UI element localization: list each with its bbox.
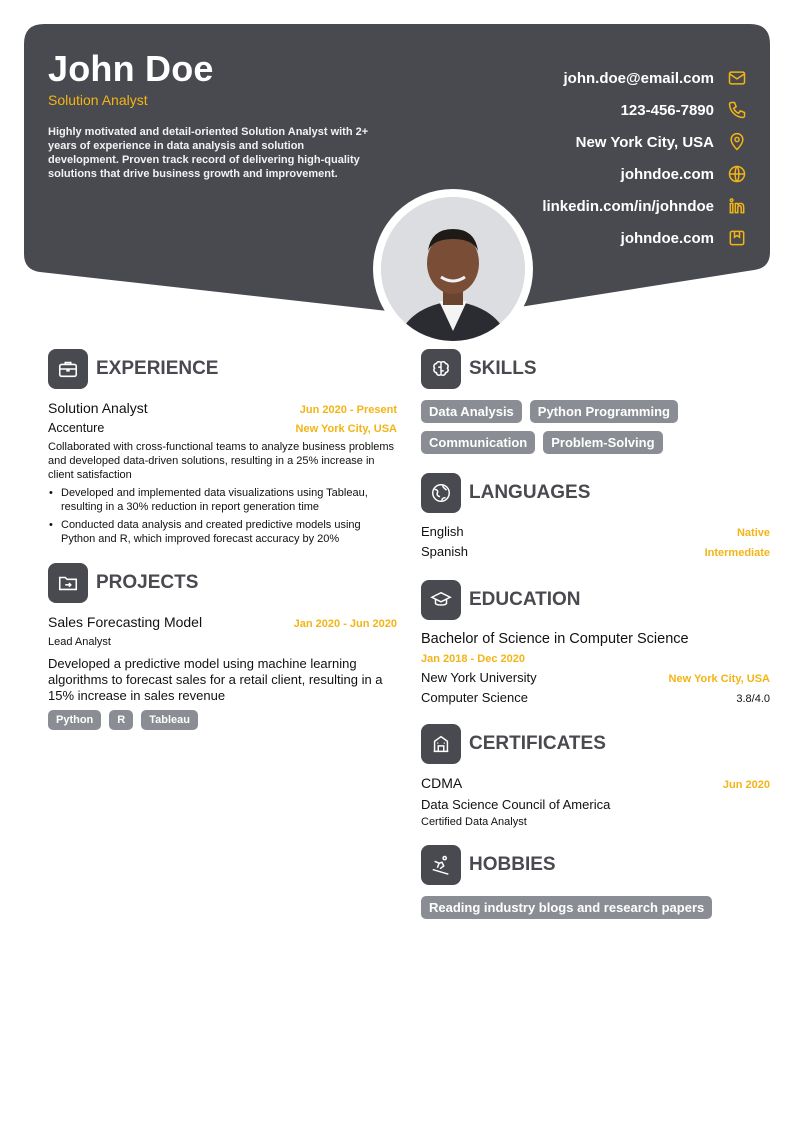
certificate-date: Jun 2020 — [722, 779, 770, 791]
contact-email[interactable] — [418, 62, 748, 94]
location-pin-icon — [726, 131, 748, 153]
experience-section — [48, 348, 397, 546]
certificates-section — [421, 723, 770, 828]
skill-tag: Data Analysis — [421, 400, 522, 423]
education-heading: EDUCATION — [469, 589, 581, 610]
skill-tags — [421, 400, 770, 454]
job-location: New York City, USA — [295, 423, 397, 435]
contact-portfolio-text[interactable]: johndoe.com — [620, 229, 714, 247]
contact-phone-text[interactable]: 123-456-7890 — [620, 101, 714, 119]
left-column — [48, 348, 397, 746]
project-dates: Jan 2020 - Jun 2020 — [293, 618, 397, 630]
languages-heading: LANGUAGES — [469, 482, 591, 503]
skill-tag: Problem-Solving — [543, 431, 662, 454]
projects-section — [48, 562, 397, 730]
education-school: New York University — [421, 670, 537, 685]
language-name: English — [421, 524, 464, 539]
job-bullet: • Conducted data analysis and created predictive models using Python and R, which improved forecast accuracy by 20% — [61, 518, 397, 546]
language-row — [421, 544, 770, 559]
right-column — [421, 348, 770, 935]
languages-section — [421, 472, 770, 559]
projects-heading: PROJECTS — [96, 572, 199, 593]
brain-icon — [421, 349, 461, 389]
folder-icon — [48, 563, 88, 603]
project-role: Lead Analyst — [48, 636, 111, 648]
job-bullets — [48, 486, 397, 546]
contact-linkedin-text[interactable]: linkedin.com/in/johndoe — [542, 197, 714, 215]
project-description: Developed a predictive model using machine learning algorithms to forecast sales for a retail client, resulting in a 15% increase in sales revenue — [48, 656, 383, 703]
education-section — [421, 579, 770, 705]
contact-website[interactable] — [418, 158, 748, 190]
education-gpa: 3.8/4.0 — [736, 693, 770, 705]
contact-location — [418, 126, 748, 158]
education-dates: Jan 2018 - Dec 2020 — [421, 653, 525, 665]
contact-phone[interactable] — [418, 94, 748, 126]
profile-photo — [373, 189, 533, 349]
contact-location-text: New York City, USA — [575, 133, 714, 151]
job-bullet: • Developed and implemented data visualizations using Tableau, resulting in a 30% reduction in report generation time — [61, 486, 397, 514]
language-level: Native — [736, 527, 770, 539]
hobby-tag: Reading industry blogs and research papers — [421, 896, 712, 919]
certificate-detail: Certified Data Analyst — [421, 816, 527, 828]
certificates-heading: CERTIFICATES — [469, 733, 606, 754]
project-tag: Python — [48, 710, 101, 730]
experience-heading: EXPERIENCE — [96, 358, 219, 379]
phone-icon — [726, 99, 748, 121]
language-name: Spanish — [421, 544, 468, 559]
certificate-issuer: Data Science Council of America — [421, 797, 611, 812]
profile-summary: Highly motivated and detail-oriented Solution Analyst with 2+ years of experience in data analysis and solution development. Proven track record of delivering high-quality solutions that drive business growth and improvement. — [48, 126, 369, 180]
contact-website-text[interactable]: johndoe.com — [620, 165, 714, 183]
certificate-name: CDMA — [421, 775, 463, 791]
candidate-role: Solution Analyst — [48, 92, 148, 108]
graduation-cap-icon — [421, 580, 461, 620]
hobbies-section — [421, 844, 770, 919]
hobby-tags — [421, 896, 770, 919]
project-tag: R — [109, 710, 133, 730]
education-location: New York City, USA — [668, 673, 770, 685]
experience-item — [48, 400, 397, 546]
skill-tag: Communication — [421, 431, 535, 454]
skills-section — [421, 348, 770, 454]
job-position: Solution Analyst — [48, 400, 148, 416]
briefcase-icon — [48, 349, 88, 389]
skill-tag: Python Programming — [530, 400, 678, 423]
project-tag: Tableau — [141, 710, 198, 730]
skiing-icon — [421, 845, 461, 885]
skills-heading: SKILLS — [469, 358, 537, 379]
education-field: Computer Science — [421, 690, 528, 705]
bookmark-icon — [726, 227, 748, 249]
job-description: Collaborated with cross-functional teams to analyze business problems and developed data-driven solutions, resulting in a 25% increase in client satisfaction — [48, 441, 395, 481]
candidate-name: John Doe — [48, 48, 214, 89]
certificate-building-icon — [421, 724, 461, 764]
project-item — [48, 614, 397, 730]
language-globe-icon — [421, 473, 461, 513]
mail-icon — [726, 67, 748, 89]
linkedin-icon — [726, 195, 748, 217]
project-name: Sales Forecasting Model — [48, 614, 203, 630]
globe-icon — [726, 163, 748, 185]
project-tags — [48, 710, 397, 730]
job-dates: Jun 2020 - Present — [299, 404, 397, 416]
contact-email-text[interactable]: john.doe@email.com — [563, 69, 714, 87]
education-degree: Bachelor of Science in Computer Science — [421, 631, 689, 647]
language-row — [421, 524, 770, 539]
job-company: Accenture — [48, 421, 105, 435]
language-level: Intermediate — [704, 547, 770, 559]
hobbies-heading: HOBBIES — [469, 854, 556, 875]
